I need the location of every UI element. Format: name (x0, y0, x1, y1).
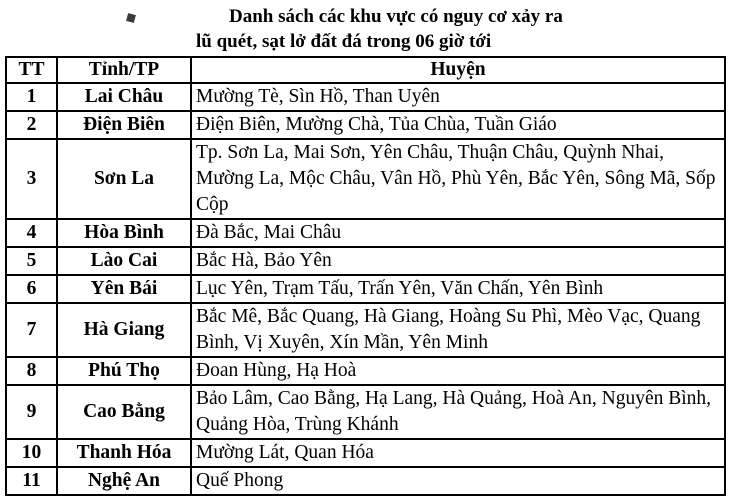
row-districts: Đà Bắc, Mai Châu (191, 219, 725, 247)
table-row (6, 219, 725, 247)
table-row (6, 303, 725, 357)
row-districts: Mường Tè, Sìn Hồ, Than Uyên (191, 83, 725, 111)
row-province: Phú Thọ (57, 357, 191, 385)
table-row (6, 247, 725, 275)
row-districts: Bắc Hà, Bảo Yên (191, 247, 725, 275)
row-province: Hòa Bình (57, 219, 191, 247)
table-row (6, 111, 725, 139)
row-number: 5 (6, 247, 57, 275)
row-province: Cao Bằng (57, 385, 191, 439)
table-row (6, 467, 725, 495)
corner-mark-icon (126, 13, 136, 23)
row-province: Lào Cai (57, 247, 191, 275)
row-province: Hà Giang (57, 303, 191, 357)
row-province: Nghệ An (57, 467, 191, 495)
header-province: Tỉnh/TP (57, 57, 191, 83)
table-row (6, 357, 725, 385)
row-districts: Bảo Lâm, Cao Bằng, Hạ Lang, Hà Quảng, Hoà An, Nguyên Bình, Quảng Hòa, Trùng Khánh (191, 385, 725, 439)
row-province: Điện Biên (57, 111, 191, 139)
row-districts: Quế Phong (191, 467, 725, 495)
row-districts: Tp. Sơn La, Mai Sơn, Yên Châu, Thuận Châu, Quỳnh Nhai, Mường La, Mộc Châu, Vân Hồ, Phù Yên, Bắc Yên, Sông Mã, Sốp Cộp (191, 139, 725, 219)
row-districts: Bắc Mê, Bắc Quang, Hà Giang, Hoàng Su Phì, Mèo Vạc, Quang Bình, Vị Xuyên, Xín Mần, Yên Minh (191, 303, 725, 357)
row-number: 1 (6, 83, 57, 111)
row-province: Thanh Hóa (57, 439, 191, 467)
table-row (6, 439, 725, 467)
row-districts: Đoan Hùng, Hạ Hoà (191, 357, 725, 385)
row-number: 11 (6, 467, 57, 495)
row-number: 10 (6, 439, 57, 467)
document-title-line-1: Danh sách các khu vực có nguy cơ xảy ra (229, 6, 563, 27)
table-header-row (6, 57, 725, 83)
table-row (6, 275, 725, 303)
risk-areas-table (5, 56, 726, 496)
row-districts: Điện Biên, Mường Chà, Tủa Chùa, Tuần Giáo (191, 111, 725, 139)
row-districts: Lục Yên, Trạm Tấu, Trấn Yên, Văn Chấn, Yên Bình (191, 275, 725, 303)
row-province: Lai Châu (57, 83, 191, 111)
row-number: 2 (6, 111, 57, 139)
table-row (6, 83, 725, 111)
table-row (6, 139, 725, 219)
row-number: 8 (6, 357, 57, 385)
table-row (6, 385, 725, 439)
header-districts: Huyện (191, 57, 725, 83)
row-number: 3 (6, 139, 57, 219)
header-tt: TT (6, 57, 57, 83)
document-title-line-2: lũ quét, sạt lở đất đá trong 06 giờ tới (196, 31, 492, 52)
row-province: Sơn La (57, 139, 191, 219)
row-number: 4 (6, 219, 57, 247)
row-number: 6 (6, 275, 57, 303)
row-districts: Mường Lát, Quan Hóa (191, 439, 725, 467)
row-province: Yên Bái (57, 275, 191, 303)
row-number: 7 (6, 303, 57, 357)
row-number: 9 (6, 385, 57, 439)
